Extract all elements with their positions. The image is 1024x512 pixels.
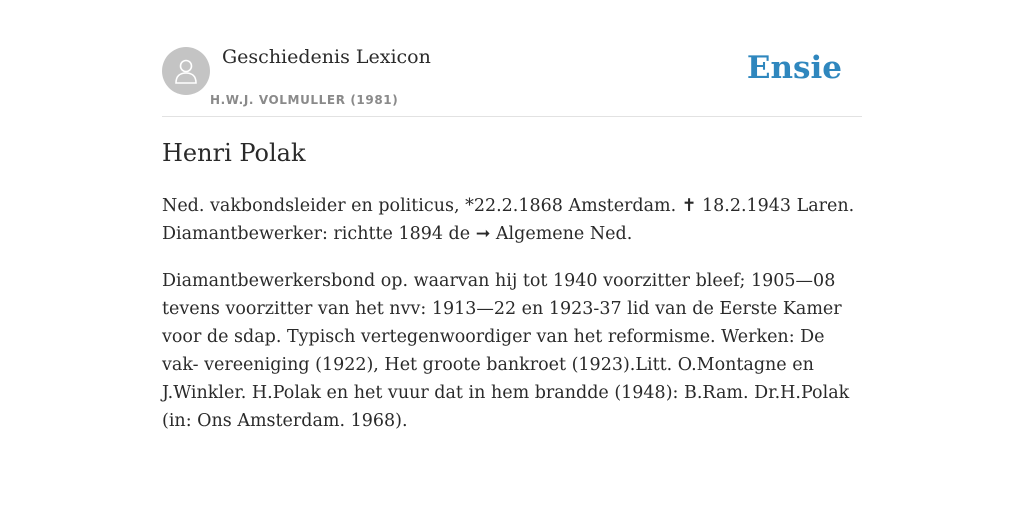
brand-logo[interactable]: Ensie bbox=[746, 50, 842, 86]
entry-title: Henri Polak bbox=[162, 139, 306, 167]
entry-body bbox=[162, 192, 864, 454]
entry-text: Ned. vakbondsleider en politicus, *22.2.1868 Amsterdam. ✝ 18.2.1943 Laren. Diamantbewerker: richtte 1894 de bbox=[162, 196, 855, 244]
source-title[interactable]: Geschiedenis Lexicon bbox=[222, 46, 431, 68]
entry-paragraph: Diamantbewerkersbond op. waarvan hij tot 1940 voorzitter bleef; 1905—08 tevens voorzitter van het nvv: 1913—22 en 1923-37 lid van de Eerste Kamer voor de sdap. Typisch vertegenwoordiger van het reformisme. Werken: De vak- vereeniging (1922), Het groote bankroet (1923).Litt. O.Montagne en J.Winkler. H.Polak en het vuur dat in hem brandde (1948): B.Ram. Dr.H.Polak (in: Ons Amsterdam. 1968). bbox=[162, 271, 850, 431]
user-icon bbox=[174, 58, 198, 84]
author-avatar[interactable] bbox=[162, 47, 210, 95]
entry-paragraph bbox=[162, 192, 864, 248]
source-header bbox=[162, 0, 862, 117]
source-author[interactable]: H.W.J. VOLMULLER (1981) bbox=[210, 93, 399, 107]
cross-reference-link[interactable]: ➞ Algemene Ned. bbox=[475, 224, 633, 244]
